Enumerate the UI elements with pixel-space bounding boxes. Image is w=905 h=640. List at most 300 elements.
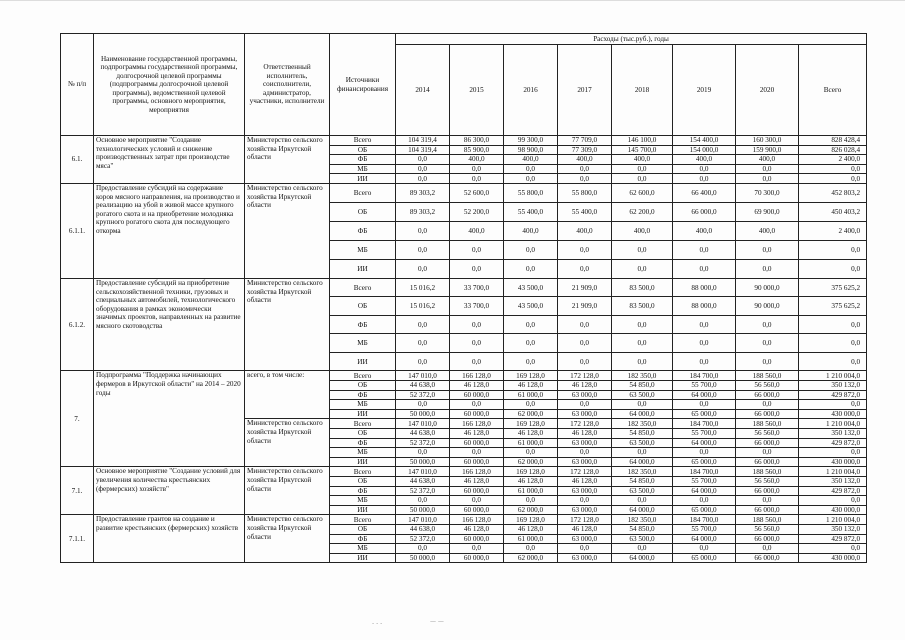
year-value-cell: 15 016,2 [396, 297, 450, 316]
year-value-cell: 62 000,0 [504, 553, 558, 563]
year-value-cell: 0,0 [558, 400, 612, 410]
year-value-cell: 400,0 [736, 155, 799, 165]
year-value-cell: 43 500,0 [504, 278, 558, 297]
year-value-cell: 46 128,0 [504, 524, 558, 534]
year-value-cell: 44 638,0 [396, 429, 450, 439]
year-value-cell: 64 000,0 [673, 390, 736, 400]
year-value-cell: 83 500,0 [612, 278, 673, 297]
total-cell: 0,0 [799, 315, 867, 334]
funding-source: Всего [330, 371, 396, 381]
funding-source: ФБ [330, 438, 396, 448]
year-value-cell: 65 000,0 [673, 457, 736, 467]
year-value-cell: 52 372,0 [396, 486, 450, 496]
funding-source: ОБ [330, 297, 396, 316]
year-value-cell: 66 000,0 [736, 390, 799, 400]
year-value-cell: 66 400,0 [673, 183, 736, 202]
year-value-cell: 0,0 [504, 400, 558, 410]
year-value-cell: 60 000,0 [450, 505, 504, 515]
year-value-cell: 0,0 [736, 448, 799, 458]
year-value-cell: 44 638,0 [396, 477, 450, 487]
funding-source: ФБ [330, 486, 396, 496]
year-value-cell: 56 560,0 [736, 381, 799, 391]
year-value-cell: 0,0 [396, 164, 450, 174]
year-value-cell: 166 128,0 [450, 371, 504, 381]
year-value-cell: 0,0 [612, 334, 673, 353]
funding-source: МБ [330, 334, 396, 353]
year-value-cell: 0,0 [396, 315, 450, 334]
year-value-cell: 66 000,0 [736, 438, 799, 448]
funding-source: ОБ [330, 381, 396, 391]
year-value-cell: 55 800,0 [558, 183, 612, 202]
year-value-cell: 54 850,0 [612, 524, 673, 534]
year-value-cell: 64 000,0 [673, 438, 736, 448]
year-value-cell: 0,0 [396, 259, 450, 278]
year-value-cell: 0,0 [673, 315, 736, 334]
year-value-cell: 400,0 [558, 221, 612, 240]
funding-source: МБ [330, 400, 396, 410]
year-value-cell: 0,0 [736, 400, 799, 410]
responsible-executor: Министерство сельского хозяйства Иркутской области [245, 419, 330, 467]
year-value-cell: 0,0 [558, 240, 612, 259]
program-name: Предоставление субсидий на приобретение сельскохозяйственной техники, грузовых и специальных автомобилей, технологического оборудования в рамках экономически значимых проектов, направленных на развитие мясного скотоводства [94, 278, 245, 371]
header-year: 2016 [504, 45, 558, 136]
year-value-cell: 55 700,0 [673, 524, 736, 534]
total-cell: 375 625,2 [799, 278, 867, 297]
year-value-cell: 62 000,0 [504, 409, 558, 419]
funding-source: МБ [330, 544, 396, 554]
year-value-cell: 66 000,0 [736, 457, 799, 467]
year-value-cell: 182 350,0 [612, 419, 673, 429]
responsible-executor: всего, в том числе: [245, 371, 330, 419]
year-value-cell: 0,0 [396, 334, 450, 353]
year-value-cell: 154 000,0 [673, 145, 736, 155]
year-value-cell: 61 000,0 [504, 534, 558, 544]
year-value-cell: 400,0 [736, 221, 799, 240]
year-value-cell: 0,0 [612, 240, 673, 259]
year-value-cell: 98 900,0 [504, 145, 558, 155]
year-value-cell: 188 560,0 [736, 515, 799, 525]
responsible-executor: Министерство сельского хозяйства Иркутской области [245, 278, 330, 371]
scan-artifact: — — [430, 618, 444, 625]
year-value-cell: 0,0 [396, 221, 450, 240]
year-value-cell: 77 309,0 [558, 145, 612, 155]
year-value-cell: 0,0 [736, 352, 799, 371]
total-cell: 430 000,0 [799, 553, 867, 563]
total-cell: 0,0 [799, 174, 867, 184]
year-value-cell: 0,0 [612, 352, 673, 371]
year-value-cell: 62 600,0 [612, 183, 673, 202]
year-value-cell: 184 700,0 [673, 515, 736, 525]
funding-source: Всего [330, 419, 396, 429]
funding-source: ИИ [330, 553, 396, 563]
year-value-cell: 0,0 [673, 334, 736, 353]
year-value-cell: 63 500,0 [612, 390, 673, 400]
year-value-cell: 188 560,0 [736, 467, 799, 477]
year-value-cell: 400,0 [673, 221, 736, 240]
table-row [61, 136, 867, 146]
row-number: 6.1. [61, 136, 94, 184]
year-value-cell: 0,0 [673, 496, 736, 506]
funding-source: Всего [330, 136, 396, 146]
year-value-cell: 0,0 [673, 259, 736, 278]
table-row [61, 515, 867, 525]
year-value-cell: 160 300,0 [736, 136, 799, 146]
year-value-cell: 166 128,0 [450, 419, 504, 429]
total-cell: 1 210 004,0 [799, 371, 867, 381]
total-cell: 2 400,0 [799, 155, 867, 165]
year-value-cell: 65 000,0 [673, 505, 736, 515]
funding-source: Всего [330, 467, 396, 477]
funding-source: ФБ [330, 221, 396, 240]
year-value-cell: 64 000,0 [612, 409, 673, 419]
year-value-cell: 46 128,0 [558, 477, 612, 487]
year-value-cell: 0,0 [396, 240, 450, 259]
year-value-cell: 63 500,0 [612, 486, 673, 496]
year-value-cell: 400,0 [450, 221, 504, 240]
year-value-cell: 169 128,0 [504, 467, 558, 477]
year-value-cell: 0,0 [736, 544, 799, 554]
year-value-cell: 33 700,0 [450, 297, 504, 316]
year-value-cell: 88 000,0 [673, 297, 736, 316]
year-value-cell: 0,0 [558, 164, 612, 174]
year-value-cell: 63 000,0 [558, 505, 612, 515]
program-name: Предоставление грантов на создание и развитие крестьянских (фермерских) хозяйств [94, 515, 245, 563]
total-cell: 450 403,2 [799, 202, 867, 221]
responsible-executor: Министерство сельского хозяйства Иркутской области [245, 515, 330, 563]
year-value-cell: 0,0 [612, 315, 673, 334]
year-value-cell: 63 000,0 [558, 438, 612, 448]
funding-source: Всего [330, 515, 396, 525]
row-number: 7.1.1. [61, 515, 94, 563]
year-value-cell: 66 000,0 [736, 409, 799, 419]
year-value-cell: 0,0 [612, 174, 673, 184]
year-value-cell: 52 372,0 [396, 390, 450, 400]
year-value-cell: 0,0 [504, 315, 558, 334]
year-value-cell: 99 300,0 [504, 136, 558, 146]
funding-source: МБ [330, 164, 396, 174]
year-value-cell: 0,0 [736, 240, 799, 259]
year-value-cell: 89 303,2 [396, 202, 450, 221]
year-value-cell: 0,0 [558, 174, 612, 184]
year-value-cell: 0,0 [396, 496, 450, 506]
year-value-cell: 184 700,0 [673, 467, 736, 477]
year-value-cell: 64 000,0 [612, 553, 673, 563]
year-value-cell: 46 128,0 [450, 381, 504, 391]
year-value-cell: 0,0 [736, 496, 799, 506]
year-value-cell: 0,0 [504, 174, 558, 184]
year-value-cell: 0,0 [736, 259, 799, 278]
total-cell: 429 872,0 [799, 534, 867, 544]
header-year: 2020 [736, 45, 799, 136]
year-value-cell: 63 000,0 [558, 553, 612, 563]
funding-source: ОБ [330, 477, 396, 487]
responsible-executor: Министерство сельского хозяйства Иркутской области [245, 467, 330, 515]
year-value-cell: 0,0 [736, 174, 799, 184]
year-value-cell: 172 128,0 [558, 515, 612, 525]
year-value-cell: 21 909,0 [558, 297, 612, 316]
total-cell: 429 872,0 [799, 390, 867, 400]
total-cell: 0,0 [799, 544, 867, 554]
year-value-cell: 89 303,2 [396, 183, 450, 202]
year-value-cell: 85 900,0 [450, 145, 504, 155]
header-year: 2014 [396, 45, 450, 136]
table-row [61, 183, 867, 202]
year-value-cell: 62 000,0 [504, 505, 558, 515]
year-value-cell: 0,0 [504, 334, 558, 353]
funding-source: ИИ [330, 174, 396, 184]
year-value-cell: 56 560,0 [736, 524, 799, 534]
year-value-cell: 0,0 [673, 544, 736, 554]
year-value-cell: 0,0 [558, 334, 612, 353]
row-number: 6.1.2. [61, 278, 94, 371]
responsible-executor: Министерство сельского хозяйства Иркутской области [245, 136, 330, 184]
funding-source: Всего [330, 278, 396, 297]
page-edge [0, 0, 905, 1]
year-value-cell: 0,0 [612, 496, 673, 506]
year-value-cell: 55 700,0 [673, 429, 736, 439]
year-value-cell: 86 300,0 [450, 136, 504, 146]
year-value-cell: 15 016,2 [396, 278, 450, 297]
header-col-num: № п/п [61, 34, 94, 136]
year-value-cell: 104 319,4 [396, 145, 450, 155]
funding-source: ИИ [330, 505, 396, 515]
year-value-cell: 66 000,0 [736, 553, 799, 563]
year-value-cell: 0,0 [450, 448, 504, 458]
year-value-cell: 62 200,0 [612, 202, 673, 221]
year-value-cell: 0,0 [558, 448, 612, 458]
year-value-cell: 50 000,0 [396, 505, 450, 515]
year-value-cell: 0,0 [450, 352, 504, 371]
total-cell: 430 000,0 [799, 409, 867, 419]
year-value-cell: 0,0 [736, 334, 799, 353]
budget-table [60, 33, 867, 563]
year-value-cell: 63 000,0 [558, 457, 612, 467]
total-cell: 429 872,0 [799, 486, 867, 496]
year-value-cell: 0,0 [558, 496, 612, 506]
year-value-cell: 400,0 [612, 155, 673, 165]
year-value-cell: 63 000,0 [558, 486, 612, 496]
year-value-cell: 60 000,0 [450, 457, 504, 467]
header-year: 2018 [612, 45, 673, 136]
year-value-cell: 55 800,0 [504, 183, 558, 202]
year-value-cell: 0,0 [450, 259, 504, 278]
year-value-cell: 66 000,0 [736, 505, 799, 515]
year-value-cell: 66 000,0 [673, 202, 736, 221]
total-cell: 0,0 [799, 496, 867, 506]
year-value-cell: 0,0 [504, 240, 558, 259]
funding-source: МБ [330, 496, 396, 506]
year-value-cell: 0,0 [450, 400, 504, 410]
total-cell: 828 428,4 [799, 136, 867, 146]
year-value-cell: 400,0 [673, 155, 736, 165]
year-value-cell: 169 128,0 [504, 419, 558, 429]
year-value-cell: 0,0 [504, 164, 558, 174]
year-value-cell: 166 128,0 [450, 515, 504, 525]
total-cell: 2 400,0 [799, 221, 867, 240]
year-value-cell: 63 500,0 [612, 438, 673, 448]
year-value-cell: 0,0 [673, 448, 736, 458]
year-value-cell: 0,0 [396, 155, 450, 165]
year-value-cell: 60 000,0 [450, 390, 504, 400]
year-value-cell: 400,0 [504, 221, 558, 240]
year-value-cell: 64 000,0 [612, 457, 673, 467]
funding-source: ИИ [330, 409, 396, 419]
funding-source: ИИ [330, 259, 396, 278]
year-value-cell: 0,0 [450, 544, 504, 554]
year-value-cell: 52 600,0 [450, 183, 504, 202]
year-value-cell: 54 850,0 [612, 477, 673, 487]
header-col-resp: Ответственный исполнитель, соисполнители, администратор, участники, исполнители [245, 34, 330, 136]
funding-source: Всего [330, 183, 396, 202]
year-value-cell: 172 128,0 [558, 371, 612, 381]
table-row [61, 278, 867, 297]
row-number: 7. [61, 371, 94, 467]
funding-source: ФБ [330, 390, 396, 400]
responsible-executor: Министерство сельского хозяйства Иркутской области [245, 183, 330, 278]
year-value-cell: 64 000,0 [673, 486, 736, 496]
total-cell: 0,0 [799, 259, 867, 278]
year-value-cell: 0,0 [450, 334, 504, 353]
year-value-cell: 52 200,0 [450, 202, 504, 221]
funding-source: ФБ [330, 155, 396, 165]
year-value-cell: 70 300,0 [736, 183, 799, 202]
program-name: Предоставление субсидий на содержание коров мясного направления, на производство и реализацию на убой в живой массе крупного рогатого скота и на приобретение молодняка крупного рогатого скота для последующего откорма [94, 183, 245, 278]
year-value-cell: 61 000,0 [504, 438, 558, 448]
year-value-cell: 400,0 [450, 155, 504, 165]
header-col-expenses: Расходы (тыс.руб.), годы [396, 34, 867, 45]
funding-source: ФБ [330, 534, 396, 544]
year-value-cell: 172 128,0 [558, 419, 612, 429]
year-value-cell: 90 000,0 [736, 278, 799, 297]
year-value-cell: 63 000,0 [558, 534, 612, 544]
year-value-cell: 83 500,0 [612, 297, 673, 316]
year-value-cell: 172 128,0 [558, 467, 612, 477]
total-cell: 0,0 [799, 400, 867, 410]
funding-source: ИИ [330, 457, 396, 467]
year-value-cell: 61 000,0 [504, 486, 558, 496]
total-cell: 452 803,2 [799, 183, 867, 202]
year-value-cell: 54 850,0 [612, 381, 673, 391]
year-value-cell: 46 128,0 [504, 381, 558, 391]
year-value-cell: 0,0 [504, 496, 558, 506]
year-value-cell: 0,0 [612, 400, 673, 410]
program-name: Подпрограмма "Поддержка начинающих фермеров в Иркутской области" на 2014 – 2020 годы [94, 371, 245, 467]
year-value-cell: 0,0 [736, 164, 799, 174]
year-value-cell: 0,0 [673, 240, 736, 259]
total-cell: 0,0 [799, 334, 867, 353]
funding-source: МБ [330, 240, 396, 259]
total-cell: 375 625,2 [799, 297, 867, 316]
total-cell: 1 210 004,0 [799, 515, 867, 525]
year-value-cell: 0,0 [450, 315, 504, 334]
year-value-cell: 63 000,0 [558, 409, 612, 419]
funding-source: ОБ [330, 429, 396, 439]
header-col-src: Источники финансирования [330, 34, 396, 136]
year-value-cell: 0,0 [612, 448, 673, 458]
year-value-cell: 159 900,0 [736, 145, 799, 155]
year-value-cell: 169 128,0 [504, 515, 558, 525]
year-value-cell: 64 000,0 [673, 534, 736, 544]
year-value-cell: 54 850,0 [612, 429, 673, 439]
year-value-cell: 64 000,0 [612, 505, 673, 515]
table-header [61, 34, 867, 136]
year-value-cell: 146 100,0 [612, 136, 673, 146]
scan-artifact: - - - [372, 620, 383, 627]
year-value-cell: 0,0 [673, 174, 736, 184]
table-body [61, 136, 867, 563]
year-value-cell: 0,0 [396, 400, 450, 410]
year-value-cell: 55 700,0 [673, 381, 736, 391]
total-cell: 350 132,0 [799, 524, 867, 534]
year-value-cell: 400,0 [504, 155, 558, 165]
year-value-cell: 46 128,0 [450, 524, 504, 534]
year-value-cell: 46 128,0 [450, 477, 504, 487]
year-value-cell: 46 128,0 [558, 429, 612, 439]
year-value-cell: 400,0 [558, 155, 612, 165]
year-value-cell: 50 000,0 [396, 553, 450, 563]
year-value-cell: 55 400,0 [558, 202, 612, 221]
year-value-cell: 0,0 [612, 259, 673, 278]
table-row [61, 467, 867, 477]
funding-source: ОБ [330, 524, 396, 534]
year-value-cell: 65 000,0 [673, 409, 736, 419]
total-cell: 0,0 [799, 448, 867, 458]
year-value-cell: 62 000,0 [504, 457, 558, 467]
year-value-cell: 65 000,0 [673, 553, 736, 563]
year-value-cell: 188 560,0 [736, 419, 799, 429]
year-value-cell: 0,0 [612, 164, 673, 174]
year-value-cell: 60 000,0 [450, 409, 504, 419]
year-value-cell: 69 900,0 [736, 202, 799, 221]
row-number: 7.1. [61, 467, 94, 515]
year-value-cell: 88 000,0 [673, 278, 736, 297]
year-value-cell: 33 700,0 [450, 278, 504, 297]
year-value-cell: 44 638,0 [396, 524, 450, 534]
total-cell: 0,0 [799, 164, 867, 174]
year-value-cell: 50 000,0 [396, 457, 450, 467]
total-cell: 0,0 [799, 352, 867, 371]
year-value-cell: 0,0 [504, 448, 558, 458]
year-value-cell: 55 400,0 [504, 202, 558, 221]
year-value-cell: 0,0 [558, 544, 612, 554]
header-col-name: Наименование государственной программы, подпрограммы государственной программы, долгосрочной целевой программы (подпрограммы долгосрочной целевой программы), ведомственной целевой программы, основного мероприятия, мероприятия [94, 34, 245, 136]
year-value-cell: 66 000,0 [736, 534, 799, 544]
year-value-cell: 50 000,0 [396, 409, 450, 419]
total-cell: 1 210 004,0 [799, 467, 867, 477]
year-value-cell: 0,0 [558, 352, 612, 371]
year-value-cell: 0,0 [673, 164, 736, 174]
year-value-cell: 0,0 [396, 448, 450, 458]
year-value-cell: 0,0 [396, 352, 450, 371]
year-value-cell: 147 010,0 [396, 371, 450, 381]
year-value-cell: 104 319,4 [396, 136, 450, 146]
year-value-cell: 61 000,0 [504, 390, 558, 400]
year-value-cell: 60 000,0 [450, 486, 504, 496]
year-value-cell: 21 909,0 [558, 278, 612, 297]
year-value-cell: 0,0 [558, 259, 612, 278]
year-value-cell: 56 560,0 [736, 429, 799, 439]
year-value-cell: 43 500,0 [504, 297, 558, 316]
year-value-cell: 46 128,0 [504, 477, 558, 487]
year-value-cell: 60 000,0 [450, 438, 504, 448]
year-value-cell: 166 128,0 [450, 467, 504, 477]
year-value-cell: 0,0 [558, 315, 612, 334]
year-value-cell: 63 000,0 [558, 390, 612, 400]
year-value-cell: 0,0 [396, 544, 450, 554]
header-year-total: Всего [799, 45, 867, 136]
year-value-cell: 46 128,0 [558, 524, 612, 534]
year-value-cell: 0,0 [736, 315, 799, 334]
